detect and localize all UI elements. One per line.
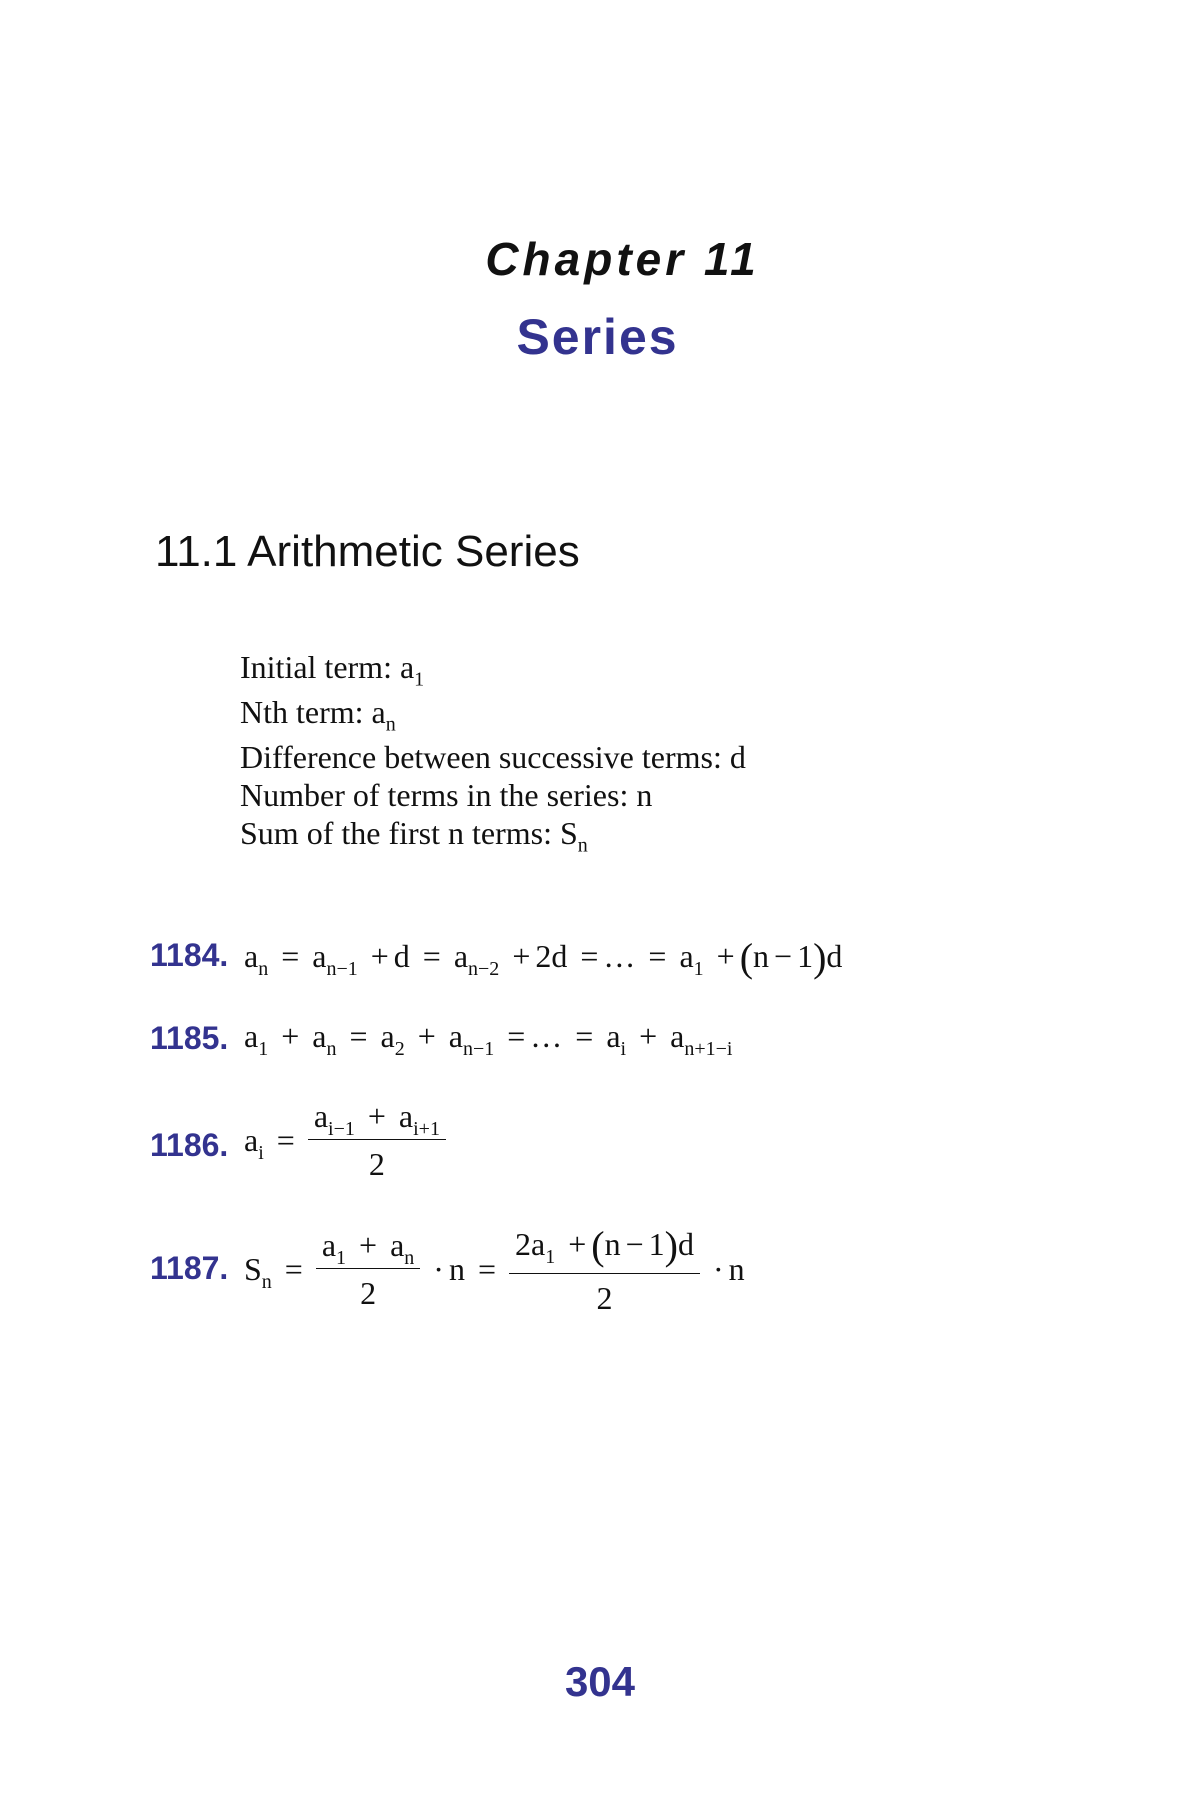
definition-sum: Sum of the first n terms: $S_n$ <box>240 815 588 857</box>
formula-1185: $a_1 + a_n = a_2 + a_{n-1}$ = … = $a_i + a_{n+1-i}$ <box>244 1018 733 1060</box>
page-number: 304 <box>564 1658 636 1705</box>
formula-1186: $a_i$ = $\frac{a_{i-1} + a_{i+1}}{2}$ <box>244 1098 446 1183</box>
formula-number-1186: 1186. <box>150 1127 229 1163</box>
chapter-title: Series <box>516 309 679 365</box>
chapter-label: Chapter 11 <box>485 233 760 285</box>
formula-1184: $a_n = a_{n-1} + d = a_{n-2} + 2d$ = … = $a_1 + (n - 1)d$ <box>244 935 843 980</box>
definition-nth-term: Nth term: $a_n$ <box>240 694 396 736</box>
section-title: 11.1 Arithmetic Series <box>155 527 580 576</box>
fraction-1187-second: $\frac{2a_1 + (n - 1)d}{2}$ <box>509 1222 700 1317</box>
definition-difference: Difference between successive terms: d <box>240 739 746 775</box>
definition-number-of-terms: Number of terms in the series: n <box>240 777 653 813</box>
formula-number-1187: 1187. <box>150 1250 229 1286</box>
fraction-1187-first: $\frac{a_1 + a_n}{2}$ <box>316 1227 420 1312</box>
formula-1187: $S_n$ = $\frac{a_1 + a_n}{2}$ · n = $\frac{2a_1 + (n - 1)d}{2}$ · n <box>244 1223 745 1316</box>
formula-number-1185: 1185. <box>150 1020 229 1056</box>
definition-initial-term: Initial term: $a_1$ <box>240 649 425 691</box>
fraction-1186: $\frac{a_{i-1} + a_{i+1}}{2}$ <box>308 1098 446 1183</box>
formula-number-1184: 1184. <box>150 937 229 973</box>
